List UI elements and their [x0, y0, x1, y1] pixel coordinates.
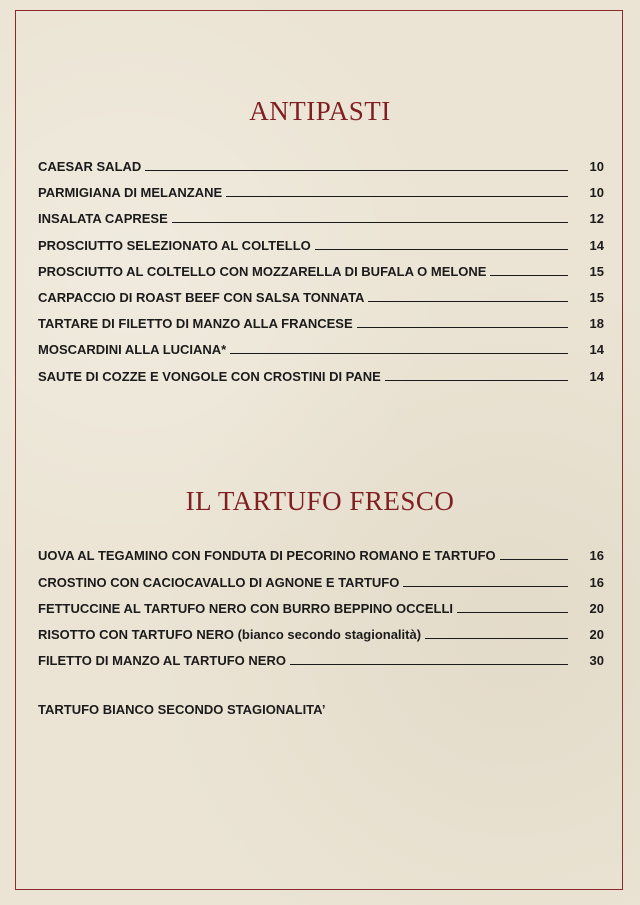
menu-item [38, 156, 604, 174]
menu-item-price: 10 [589, 159, 604, 174]
dotted-leader [315, 249, 568, 250]
menu-item [38, 287, 604, 305]
menu-item-price: 16 [589, 548, 604, 563]
dotted-leader [172, 222, 568, 223]
menu-item [38, 650, 604, 668]
dotted-leader [368, 301, 568, 302]
menu-item-name: UOVA AL TEGAMINO CON FONDUTA DI PECORINO ROMANO E TARTUFO [38, 548, 496, 563]
dotted-leader [230, 353, 568, 354]
menu-item-name: PROSCIUTTO AL COLTELLO CON MOZZARELLA DI BUFALA O MELONE [38, 264, 487, 279]
menu-item-name: INSALATA CAPRESE [38, 211, 168, 226]
menu-item-name: FILETTO DI MANZO AL TARTUFO NERO [38, 653, 286, 668]
menu-item-name: PARMIGIANA DI MELANZANE [38, 185, 223, 200]
menu-item-price: 15 [589, 264, 604, 279]
menu-item-price: 16 [589, 575, 604, 590]
menu-item [38, 366, 604, 384]
menu-item-price: 14 [589, 369, 604, 384]
menu-item [38, 261, 604, 279]
menu-item [38, 313, 604, 331]
dotted-leader [145, 170, 568, 171]
menu-item-name: SAUTE DI COZZE E VONGOLE CON CROSTINI DI PANE [38, 369, 381, 384]
dotted-leader [425, 638, 568, 639]
menu-item-name: MOSCARDINI ALLA LUCIANA* [38, 342, 227, 357]
menu-item-price: 20 [589, 627, 604, 642]
menu-item-name: CARPACCIO DI ROAST BEEF CON SALSA TONNATA [38, 290, 365, 305]
menu-item [38, 208, 604, 226]
menu-item-price: 14 [589, 238, 604, 253]
dotted-leader [403, 586, 568, 587]
menu-item-price: 14 [589, 342, 604, 357]
menu-item-name: TARTARE DI FILETTO DI MANZO ALLA FRANCESE [38, 316, 353, 331]
section-title-antipasti: ANTIPASTI [249, 96, 391, 126]
menu-item-price: 30 [589, 653, 604, 668]
menu-item-name: PROSCIUTTO SELEZIONATO AL COLTELLO [38, 238, 311, 253]
menu-item [38, 624, 604, 642]
menu-item-name: FETTUCCINE AL TARTUFO NERO CON BURRO BEPPINO OCCELLI [38, 601, 454, 616]
menu-item-price: 10 [589, 185, 604, 200]
section-title-tartufo: IL TARTUFO FRESCO [185, 486, 455, 516]
dotted-leader [457, 612, 568, 613]
menu-border [15, 10, 623, 890]
menu-item [38, 545, 604, 563]
menu-item [38, 182, 604, 200]
dotted-leader [226, 196, 568, 197]
menu-item-name: CAESAR SALAD [38, 159, 142, 174]
dotted-leader [290, 664, 568, 665]
dotted-leader [500, 559, 568, 560]
menu-item-price: 12 [589, 211, 604, 226]
menu-item-price: 15 [589, 290, 604, 305]
dotted-leader [490, 275, 568, 276]
menu-item-name: RISOTTO CON TARTUFO NERO (bianco secondo stagionalità) [38, 627, 422, 642]
dotted-leader [357, 327, 568, 328]
menu-item [38, 339, 604, 357]
menu-item [38, 235, 604, 253]
menu-item [38, 598, 604, 616]
menu-item [38, 572, 604, 590]
seasonal-note: TARTUFO BIANCO SECONDO STAGIONALITA’ [38, 702, 326, 717]
menu-item-price: 20 [589, 601, 604, 616]
menu-item-price: 18 [589, 316, 604, 331]
dotted-leader [385, 380, 568, 381]
menu-item-name: CROSTINO CON CACIOCAVALLO DI AGNONE E TARTUFO [38, 575, 400, 590]
